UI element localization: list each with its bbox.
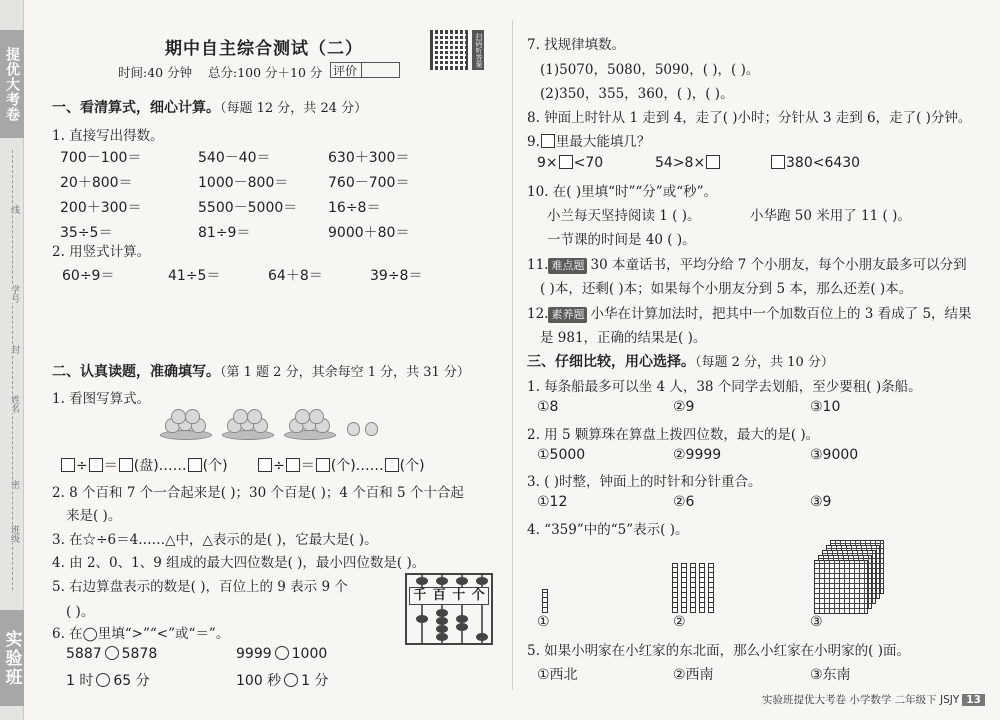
direct-calc-item[interactable]: 16÷8＝	[328, 200, 381, 216]
choice-5-opt-1[interactable]: ①西北	[537, 667, 578, 683]
ten-rod	[672, 563, 678, 613]
choice-1-opt-1[interactable]: ①8	[537, 399, 559, 415]
strip-label-class: 班级	[3, 525, 21, 543]
blank-box[interactable]	[286, 458, 300, 472]
loose-peach-2	[365, 422, 378, 436]
q1-2-prompt: 2. 用竖式计算。	[52, 244, 151, 260]
ten-rod	[699, 563, 705, 613]
q2-2-line1: 2. 8 个百和 7 个一合起来是( )；30 个百是( )；4 个百和 5 个十合起	[52, 485, 464, 501]
column-divider	[512, 20, 513, 690]
difficulty-badge: 难点题	[548, 258, 587, 274]
vertical-calc-4[interactable]: 39÷8＝	[370, 268, 423, 284]
section-2-note: （第 1 题 2 分，其余每空 1 分，共 31 分）	[220, 365, 470, 380]
choice-5-opt-3[interactable]: ③东南	[810, 667, 851, 683]
q2-5-line1: 5. 右边算盘表示的数是( )，百位上的 9 表示 9 个	[52, 579, 348, 595]
choice-3-opt-2[interactable]: ②6	[673, 494, 695, 510]
choice-2-opt-1[interactable]: ①5000	[537, 447, 586, 463]
q2-1-equation-b: ÷ ＝ (个)…… (个)	[257, 455, 425, 475]
section-2-heading	[52, 361, 470, 381]
direct-calc-item[interactable]: 5500－5000＝	[198, 200, 298, 216]
abacus-figure	[405, 573, 493, 645]
choice-4-opt-2[interactable]: ②	[673, 614, 686, 630]
direct-calc-item[interactable]: 760－700＝	[328, 175, 410, 191]
hundred-flat	[814, 560, 868, 614]
vertical-calc-2[interactable]: 41÷5＝	[168, 268, 221, 284]
q2-5-line2: ( )。	[66, 604, 95, 620]
compare-2: 9999 1000	[236, 646, 328, 662]
q9-item-2: 54>8×	[655, 155, 721, 171]
section-3-heading	[527, 351, 834, 371]
choice-4-opt-3[interactable]: ③	[810, 614, 823, 630]
q8: 8. 钟面上时针从 1 走到 4，走了( )小时；分针从 3 走到 6，走了( )分钟。	[527, 110, 972, 126]
q2-1-equation-a: ÷ ＝ (盘)…… (个)	[60, 455, 228, 475]
q2-1-prompt: 1. 看图写算式。	[52, 391, 151, 407]
strip-label-mi: 密	[3, 480, 21, 489]
choice-5-opt-2[interactable]: ②西南	[673, 667, 714, 683]
footer-text: 实验班提优大考卷 小学数学 二年级下 JSJY	[762, 694, 960, 706]
strip-brand-bottom: 实验班	[0, 610, 24, 706]
direct-calc-item[interactable]: 35÷5＝	[60, 225, 113, 241]
q2-4: 4. 由 2、0、1、9 组成的最大四位数是( )，最小四位数是( )。	[52, 555, 426, 571]
strip-label-xian: 线	[3, 205, 21, 214]
q10-prompt: 10. 在( )里填“时”“分”或“秒”。	[527, 184, 717, 200]
direct-calc-item[interactable]: 200＋300＝	[60, 200, 142, 216]
compare-1: 5887 5878	[66, 646, 158, 662]
q2-2-line2: 来是( )。	[66, 508, 122, 524]
choice-4-opt-1[interactable]: ①	[537, 614, 550, 630]
direct-calc-item[interactable]: 540－40＝	[198, 150, 271, 166]
peach-plate-1	[160, 408, 212, 440]
q2-6: 6. 在◯里填“>”“<”或“＝”。	[52, 626, 230, 642]
section-3-title: 三、仔细比较，用心选择。	[527, 354, 695, 370]
time-limit: 时间:40 分钟	[118, 65, 193, 80]
total-score: 总分:100 分＋10 分	[208, 65, 323, 80]
q7-2: (2)350，355，360，( )，( )。	[540, 86, 734, 102]
direct-calc-item[interactable]: 9000＋80＝	[328, 225, 410, 241]
loose-peach-1	[347, 422, 360, 436]
q2-3: 3. 在☆÷6＝4……△中，△表示的是( )，它最大是( )。	[52, 532, 378, 548]
direct-calc-item[interactable]: 81÷9＝	[198, 225, 251, 241]
blank-box[interactable]	[89, 458, 103, 472]
cut-line	[12, 150, 13, 590]
blank-box[interactable]	[385, 458, 399, 472]
blank-box[interactable]	[541, 134, 555, 148]
q10-2: 一节课的时间是 40 ( )。	[547, 232, 696, 248]
unit-cubes-5	[542, 589, 548, 613]
q10-1a: 小兰每天坚持阅读 1 ( )。	[547, 208, 701, 224]
ten-rod	[708, 563, 714, 613]
blank-box[interactable]	[258, 458, 272, 472]
q1-1-prompt: 1. 直接写出得数。	[52, 128, 164, 144]
choice-3: 3. ( )时整，钟面上的时针和分针重合。	[527, 474, 762, 490]
vertical-calc-1[interactable]: 60÷9＝	[62, 268, 115, 284]
q9-prompt: 9. 里最大能填几？	[527, 134, 651, 150]
choice-5: 5. 如果小明家在小红家的东北面，那么小红家在小明家的( )面。	[527, 643, 910, 659]
compare-circle[interactable]	[96, 673, 110, 687]
binding-strip	[0, 0, 24, 720]
q7-1: (1)5070，5080，5090，( )，( )。	[540, 62, 760, 78]
choice-1: 1. 每条船最多可以坐 4 人，38 个同学去划船，至少要租( )条船。	[527, 379, 922, 395]
compare-3: 1 时 65 分	[66, 673, 150, 689]
ten-rod	[681, 563, 687, 613]
qr-code-icon	[430, 30, 470, 70]
compare-circle[interactable]	[105, 646, 119, 660]
direct-calc-item[interactable]: 630＋300＝	[328, 150, 410, 166]
choice-3-opt-3[interactable]: ③9	[810, 494, 832, 510]
q11-line1: 11. 难点题 30 本童话书，平均分给 7 个小朋友，每个小朋友最多可以分到	[527, 257, 967, 273]
section-1-heading	[52, 97, 367, 117]
choice-1-opt-3[interactable]: ③10	[810, 399, 841, 415]
abacus-place-labels: 千 百 十 个	[409, 587, 489, 605]
literacy-badge: 素养题	[548, 307, 587, 323]
q7-prompt: 7. 找规律填数。	[527, 37, 626, 53]
blank-box[interactable]	[706, 155, 720, 169]
section-1-note: （每题 12 分，共 24 分）	[220, 101, 368, 116]
choice-4: 4. “359”中的“5”表示( )。	[527, 522, 689, 538]
blank-box[interactable]	[61, 458, 75, 472]
choice-3-opt-1[interactable]: ①12	[537, 494, 568, 510]
page-number: 13	[962, 694, 985, 706]
choice-1-opt-2[interactable]: ②9	[673, 399, 695, 415]
direct-calc-item[interactable]: 700－100＝	[60, 150, 142, 166]
q12-line2: 是 981，正确的结果是( )。	[540, 330, 707, 346]
peach-plate-2	[222, 408, 274, 440]
choice-2: 2. 用 5 颗算珠在算盘上拨四位数，最大的是( )。	[527, 427, 820, 443]
blank-box[interactable]	[771, 155, 785, 169]
direct-calc-item[interactable]: 1000－800＝	[198, 175, 289, 191]
blank-box[interactable]	[316, 458, 330, 472]
compare-circle[interactable]	[284, 673, 298, 687]
q9-item-3: 380<6430	[770, 155, 860, 171]
choice-2-opt-3[interactable]: ③9000	[810, 447, 859, 463]
compare-circle[interactable]	[275, 646, 289, 660]
evaluation-box[interactable]	[330, 62, 400, 78]
q10-1b: 小华跑 50 米用了 11 ( )。	[750, 208, 911, 224]
direct-calc-item[interactable]: 20＋800＝	[60, 175, 133, 191]
section-1-title: 一、看清算式，细心计算。	[52, 100, 220, 116]
strip-brand-top: 提优大考卷	[0, 30, 24, 138]
section-2-title: 二、认真读题，准确填写。	[52, 364, 220, 380]
choice-2-opt-2[interactable]: ②9999	[673, 447, 722, 463]
page-footer	[762, 692, 985, 707]
strip-label-name: 姓名	[3, 395, 21, 413]
blank-box[interactable]	[119, 458, 133, 472]
q11-line2: ( )本，还剩( )本；如果每个小朋友分到 5 本，那么还差( )本。	[540, 281, 913, 297]
ten-rod	[690, 563, 696, 613]
compare-4: 100 秒 1 分	[236, 673, 329, 689]
blank-box[interactable]	[559, 155, 573, 169]
evaluation-label: 评价	[333, 64, 358, 78]
strip-label-student-id: 学号	[3, 285, 21, 303]
q9-item-1: 9× <70	[537, 155, 604, 171]
page-title: 期中自主综合测试（二）	[165, 39, 363, 59]
qr-caption: 扫码听答案	[472, 30, 484, 70]
vertical-calc-3[interactable]: 64＋8＝	[268, 268, 323, 284]
peach-plate-3	[284, 408, 336, 440]
blank-box[interactable]	[188, 458, 202, 472]
strip-label-feng: 封	[3, 345, 21, 354]
q12-line1: 12. 素养题 小华在计算加法时，把其中一个加数百位上的 3 看成了 5，结果	[527, 306, 972, 322]
section-3-note: （每题 2 分，共 10 分）	[695, 355, 834, 370]
